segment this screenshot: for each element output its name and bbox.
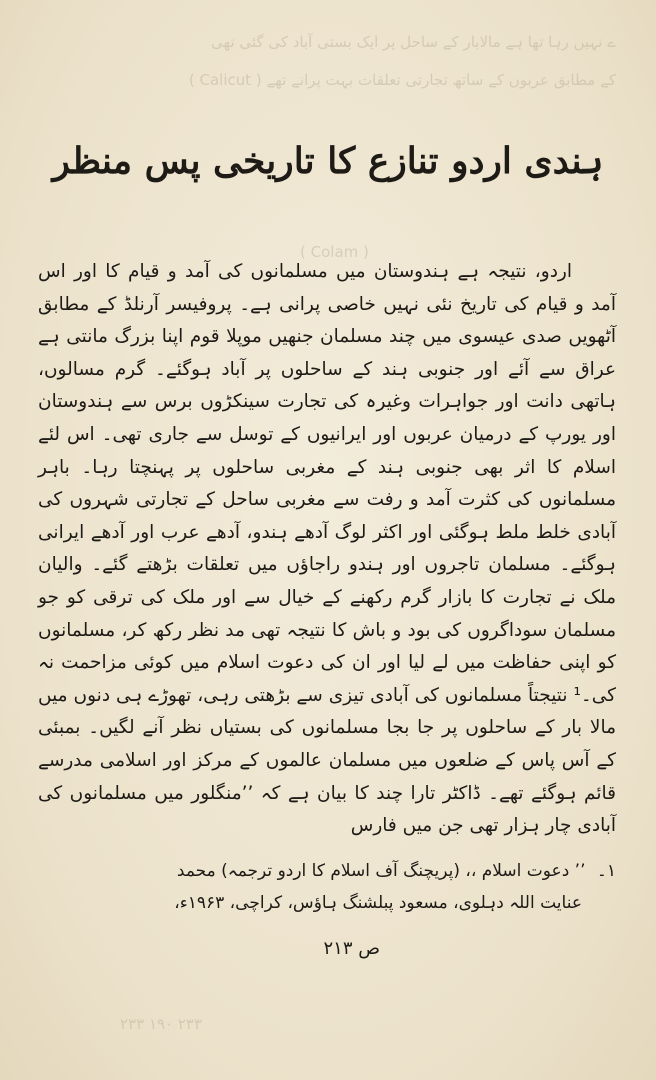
bleed-through-text: ۲۳۳ ۱۹۰ ۲۳۳ xyxy=(120,1015,203,1033)
footnote-page-reference: ص ۲۱۳ xyxy=(323,938,380,959)
bleed-through-text: کے مطابق عربوں کے ساتھ تجارتی تعلقات بہت پرانے تھے ( Calicut ) xyxy=(188,71,616,89)
body-text xyxy=(38,256,616,843)
footnote-number: ۱۔ xyxy=(596,861,616,881)
footnote-text-1: ’’ دعوت اسلام ،، (پریچنگ آف اسلام کا اردو ترجمہ) محمد xyxy=(176,861,586,881)
bleed-through-text: ( Colam ) xyxy=(300,243,369,261)
page-title: ہندی اردو تنازع کا تاریخی پس منظر xyxy=(52,140,604,182)
paragraph: اردو، نتیجہ ہے ہندوستان میں مسلمانوں کی آمد و قیام کا اور اس آمد و قیام کی تاریخ نئی نہیں خاصی پرانی ہے۔ پروفیسر آرنلڈ کے مطابق آٹھویں صدی عیسوی میں چند مسلمان جنھیں موپلا قوم اپنا بزرگ مانتی ہے عراق سے آئے اور جنوبی ہند کے ساحلوں پر آباد ہوگئے۔ گرم مسالوں، ہاتھی دانت اور جواہرات وغیرہ کی تجارت سینکڑوں برس سے ہندوستان اور یورپ کے درمیان عربوں اور ایرانیوں کے توسل سے جاری تھی۔ اس لئے اسلام کا اثر بھی جنوبی ہند کے مغربی ساحلوں پر پہنچتا رہا۔ باہر مسلمانوں کی کثرت آمد و رفت سے مغربی ساحل کے تجارتی شہروں کی آبادی خلط ملط ہوگئی اور اکثر لوگ آدھے ہندو، آدھے عرب اور آدھے ایرانی ہوگئے۔ مسلمان تاجروں اور ہندو راجاؤں میں تعلقات بڑھتے گئے۔ والیان ملک نے تجارت کا بازار گرم رکھنے کے خیال سے اور ملک کی ترقی کو جو مسلمان سوداگروں کی بود و باش کا نتیجہ تھی مد نظر رکھ کر، مسلمانوں کو اپنی حفاظت میں لے لیا اور ان کی دعوت اسلام میں کوئی مزاحمت نہ کی۔¹ نتیجتاً مسلمانوں کی آبادی تیزی سے بڑھتی رہی، تھوڑے ہی دنوں میں مالا بار کے ساحلوں پر جا بجا مسلمانوں کی بستیاں نظر آنے لگیں۔ بمبئی کے آس پاس کے ضلعوں میں مسلمان عالموں کے مرکز اور اسلامی مدرسے قائم ہوگئے تھے۔ ڈاکٹر تارا چند کا بیان ہے کہ ’’منگلور میں مسلمانوں کی آبادی چار ہزار تھی جن میں فارس xyxy=(38,261,616,837)
bleed-through-text: ے نہیں رہا تھا ہے مالابار کے ساحل پر ایک بستی آباد کی گئی تھی xyxy=(211,33,616,51)
footnote-line-1 xyxy=(38,855,616,887)
footnote-line-2: عنایت اللہ دہلوی، مسعود پبلشنگ ہاؤس، کراچی، ۱۹۶۳ء، xyxy=(174,893,582,913)
footnote xyxy=(38,855,616,919)
